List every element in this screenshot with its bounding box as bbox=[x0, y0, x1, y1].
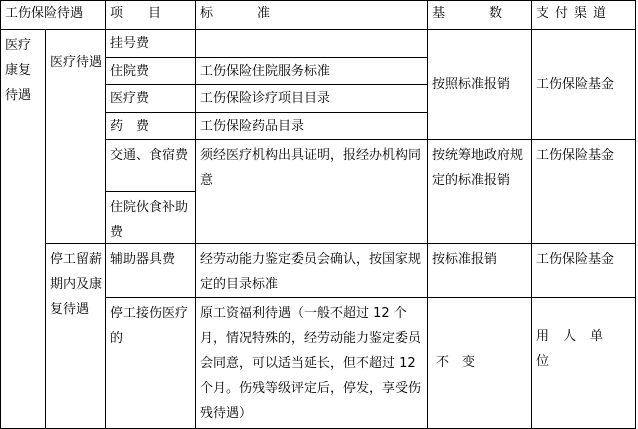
header-benefit-type: 工伤保险待遇 bbox=[0, 0, 106, 30]
basis-by-standard: 按照标准报销 bbox=[428, 30, 532, 140]
item-meal-allowance: 住院伙食补助费 bbox=[106, 192, 196, 244]
subcategory-work-leave: 停工留薪期内及康复待遇 bbox=[46, 244, 106, 429]
standard-drug-fee: 工伤保险药品目录 bbox=[196, 113, 428, 140]
standard-hospitalization-fee: 工伤保险住院服务标准 bbox=[196, 58, 428, 85]
standard-original-wage: 原工资福利待遇（一般不超过 12 个月，情况特殊的，经劳动能力鉴定委员会同意，可以适当延长，但不超过 12 个月。伤残等级评定后，停发，享受伤残待遇） bbox=[196, 298, 428, 429]
header-channel: 支付渠道 bbox=[532, 0, 636, 30]
item-medical-fee: 医疗费 bbox=[106, 85, 196, 113]
item-registration-fee: 挂号费 bbox=[106, 30, 196, 58]
standard-assistive-devices: 经劳动能力鉴定委员会确认，按国家规定的目录标准 bbox=[196, 244, 428, 298]
basis-unchanged: 不 变 bbox=[428, 298, 532, 429]
item-transport-lodging: 交通、食宿费 bbox=[106, 140, 196, 192]
category-medical-rehab: 医疗康复待遇 bbox=[0, 30, 46, 429]
standard-registration-fee bbox=[196, 30, 428, 58]
header-item: 项 目 bbox=[106, 0, 196, 30]
item-hospitalization-fee: 住院费 bbox=[106, 58, 196, 85]
header-basis: 基 数 bbox=[428, 0, 532, 30]
item-assistive-devices: 辅助器具费 bbox=[106, 244, 196, 298]
standard-medical-fee: 工伤保险诊疗项目目录 bbox=[196, 85, 428, 113]
subcategory-medical: 医疗待遇 bbox=[46, 30, 106, 244]
channel-insurance-fund-2: 工伤保险基金 bbox=[532, 140, 636, 244]
channel-employer: 用人单位 bbox=[532, 298, 636, 429]
basis-assistive-devices: 按标准报销 bbox=[428, 244, 532, 298]
basis-local-standard: 按统筹地政府规定的标准报销 bbox=[428, 140, 532, 244]
header-standard: 标 准 bbox=[196, 0, 428, 30]
item-drug-fee: 药 费 bbox=[106, 113, 196, 140]
standard-transport-lodging: 须经医疗机构出具证明，报经办机构同意 bbox=[196, 140, 428, 244]
channel-insurance-fund-1: 工伤保险基金 bbox=[532, 30, 636, 140]
item-work-leave-treatment: 停工接伤医疗的 bbox=[106, 298, 196, 429]
channel-insurance-fund-3: 工伤保险基金 bbox=[532, 244, 636, 298]
